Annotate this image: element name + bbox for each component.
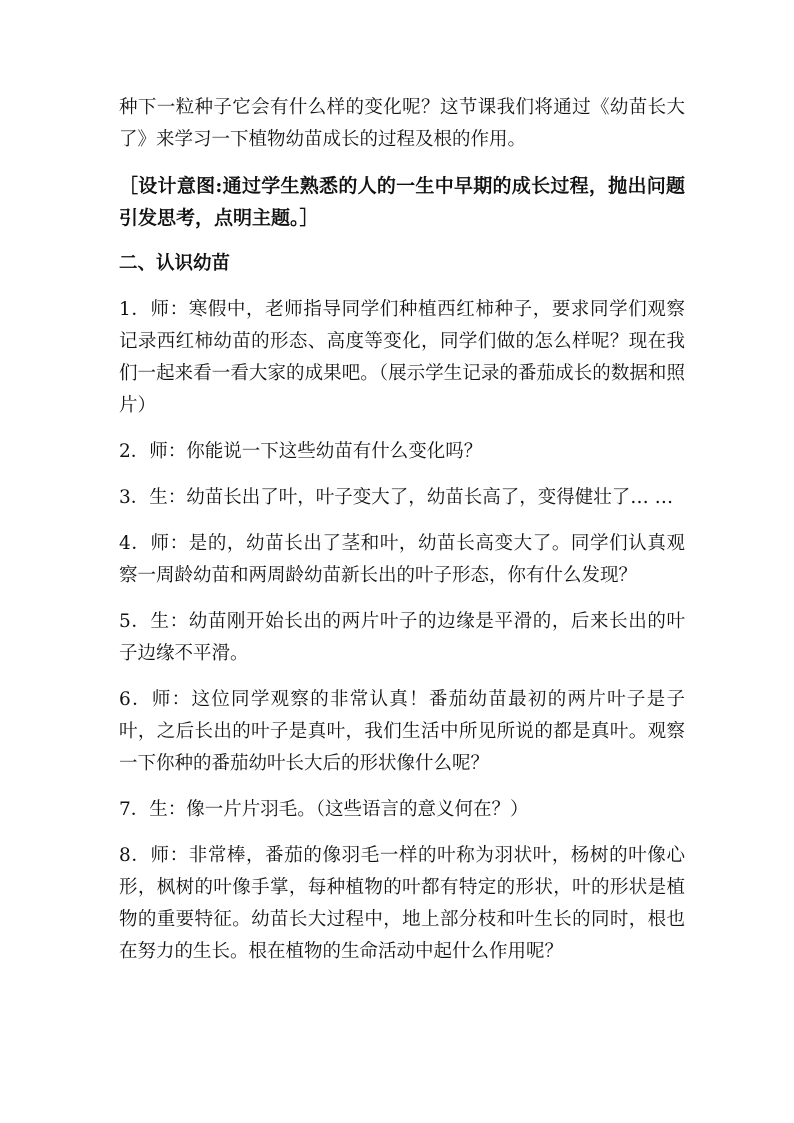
dialogue-item-3: 3．生：幼苗长出了叶，叶子变大了，幼苗长高了，变得健壮了… … [119,487,674,508]
document-body [119,92,685,968]
dialogue-item-4: 4．师：是的，幼苗长出了茎和叶，幼苗长高变大了。同学们认真观察一周龄幼苗和两周龄幼苗新长出的叶子形态，你有什么发现？ [119,533,685,586]
dialogue-item-5: 5．生：幼苗刚开始长出的两片叶子的边缘是平滑的，后来长出的叶子边缘不平滑。 [119,611,685,664]
dialogue-item-2: 2．师：你能说一下这些幼苗有什么变化吗？ [119,441,483,462]
dialogue-item-1: 1．师：寒假中，老师指导同学们种植西红柿种子，要求同学们观察记录西红柿幼苗的形态、高度等变化，同学们做的怎么样呢？现在我们一起来看一看大家的成果吧。（展示学生记录的番茄成长的数据和照片） [119,299,685,416]
intro-paragraph: 种下一粒种子它会有什么样的变化呢？这节课我们将通过《幼苗长大了》来学习一下植物幼苗成长的过程及根的作用。 [119,97,685,150]
dialogue-item-7: 7．生：像一片片羽毛。（这些语言的意义何在？） [119,799,529,820]
dialogue-item-6: 6．师：这位同学观察的非常认真！番茄幼苗最初的两片叶子是子叶，之后长出的叶子是真叶，我们生活中所见所说的都是真叶。观察一下你种的番茄幼叶长大后的形状像什么呢？ [119,689,685,774]
section-heading: 二、认识幼苗 [119,253,231,274]
design-intent-note: ［设计意图:通过学生熟悉的人的一生中早期的成长过程，抛出问题引发思考，点明主题。］ [119,175,685,229]
dialogue-item-8: 8．师：非常棒，番茄的像羽毛一样的叶称为羽状叶，杨树的叶像心形，枫树的叶像手掌，每种植物的叶都有特定的形状，叶的形状是植物的重要特征。幼苗长大过程中，地上部分枝和叶生长的同时，根也在努力的生长。根在植物的生命活动中起什么作用呢？ [119,845,685,962]
